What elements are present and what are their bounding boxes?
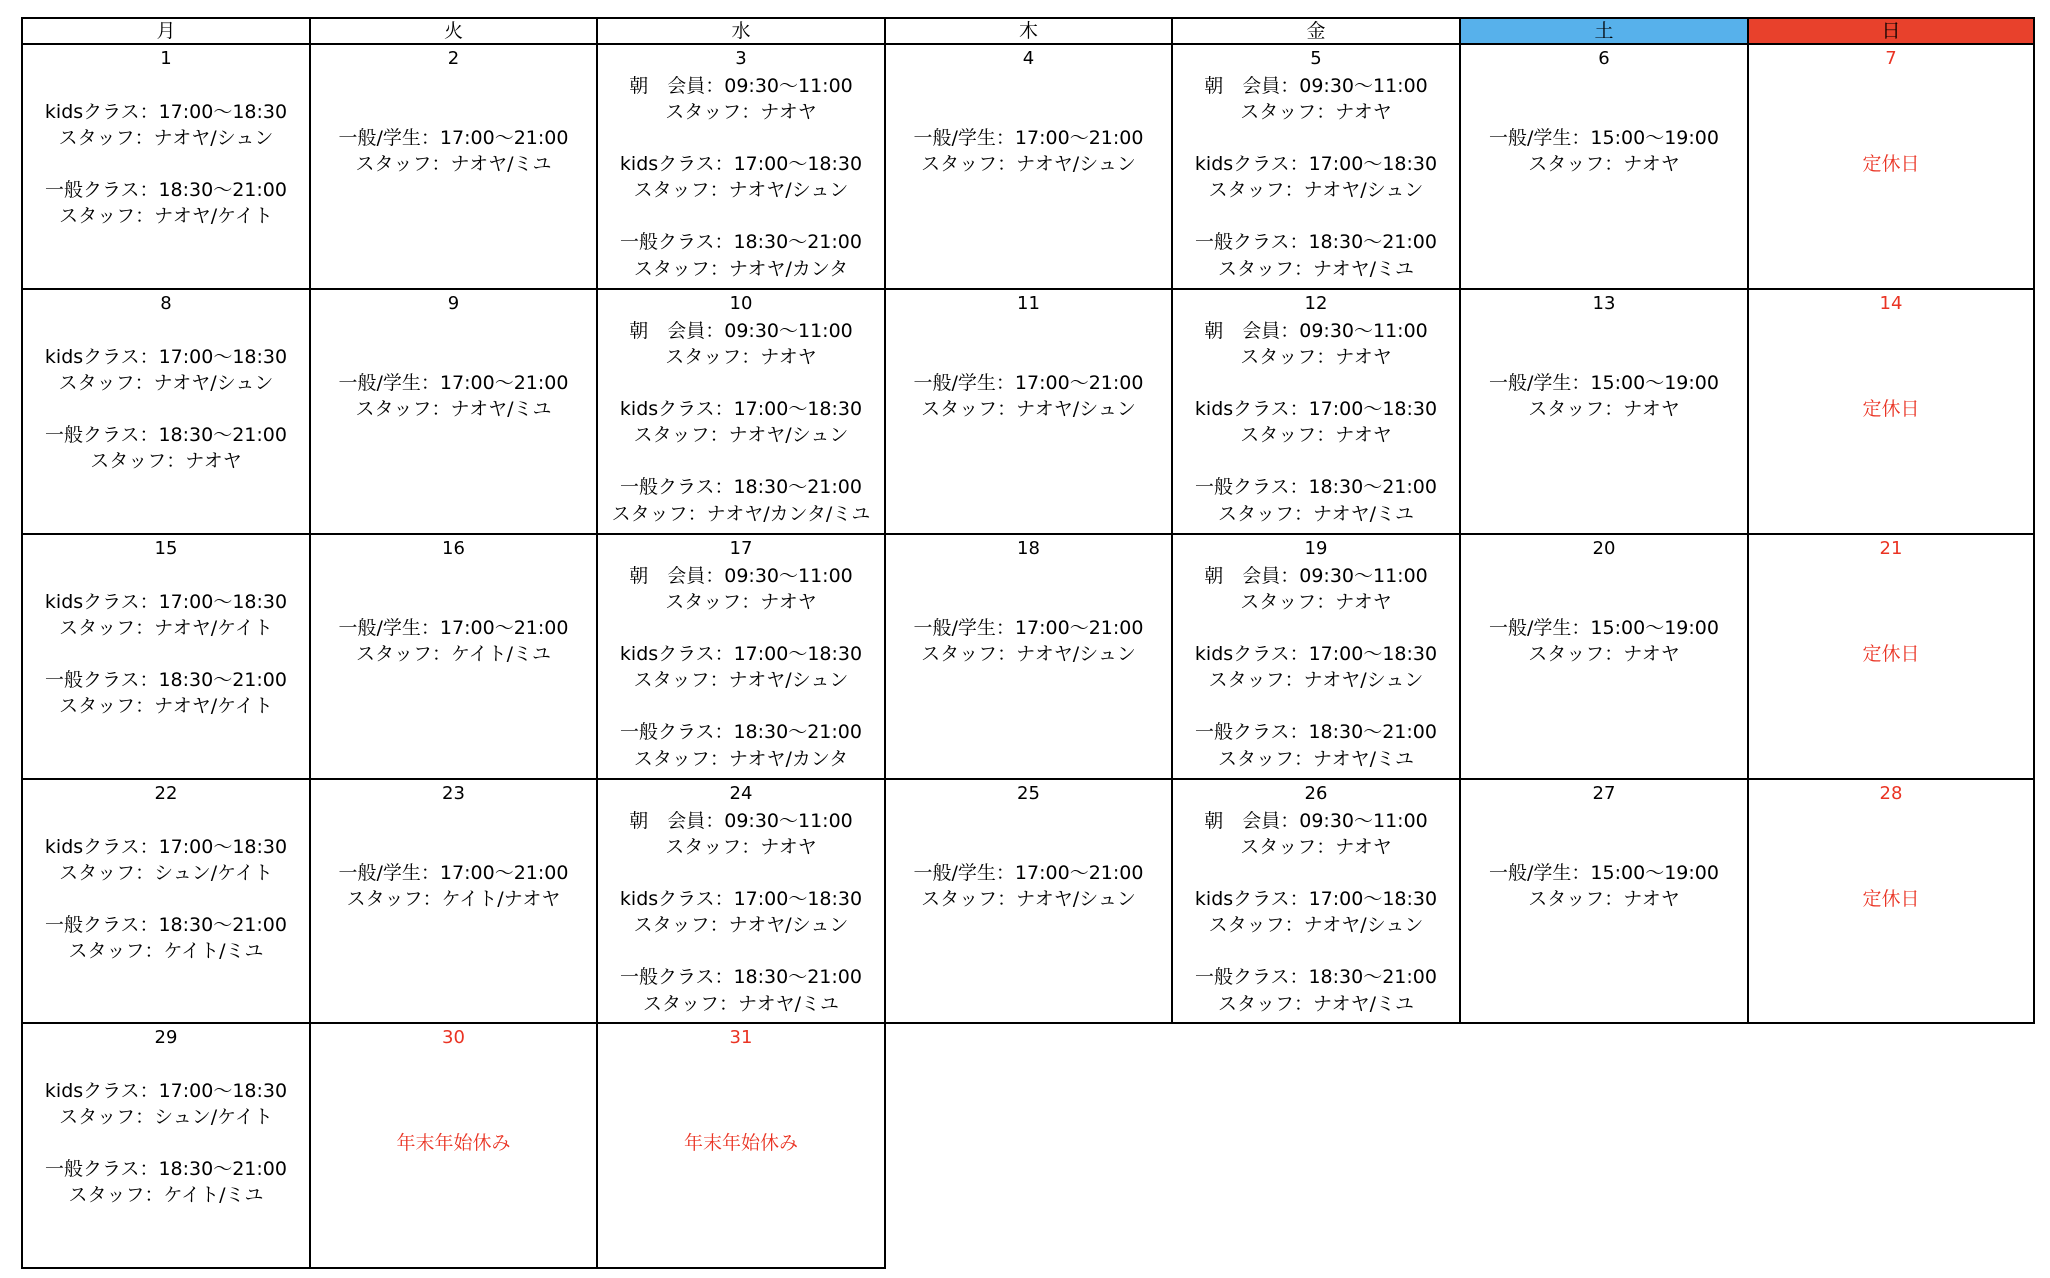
schedule-line: 一般/学生：17:00～21:00 (338, 617, 569, 639)
day-number: 31 (729, 1027, 753, 1048)
schedule-line: kidsクラス：17:00～18:30 (44, 101, 288, 123)
day-cell (1171, 43, 1461, 290)
schedule-line: スタッフ：ナオヤ/ケイト (59, 205, 273, 227)
schedule-line: 一般クラス：18:30～21:00 (1195, 231, 1437, 253)
closed-note: 年末年始休み (683, 1132, 798, 1154)
schedule-line: 一般/学生：17:00～21:00 (913, 372, 1144, 394)
schedule-line: 一般クラス：18:30～21:00 (620, 966, 862, 988)
day-number: 22 (154, 783, 178, 804)
schedule-line: スタッフ：ナオヤ (1240, 346, 1392, 368)
schedule-line: 一般/学生：15:00～19:00 (1489, 862, 1719, 884)
schedule-line: 一般/学生：17:00～21:00 (913, 862, 1144, 884)
schedule-line: 一般/学生：17:00～21:00 (913, 617, 1144, 639)
weekday-header: 土 (1459, 17, 1749, 46)
schedule-line: スタッフ：ナオヤ (1528, 888, 1680, 910)
schedule-line: スタッフ：ナオヤ (665, 101, 817, 123)
schedule-line: 一般/学生：15:00～19:00 (1489, 617, 1719, 639)
day-number: 2 (447, 48, 460, 69)
schedule-line: スタッフ：ナオヤ (665, 591, 817, 613)
schedule-line: スタッフ：ナオヤ (665, 836, 817, 858)
schedule-line: スタッフ：ナオヤ (1240, 424, 1392, 446)
day-number: 16 (442, 538, 465, 559)
schedule-line: kidsクラス：17:00～18:30 (44, 346, 288, 368)
schedule-line: スタッフ：ナオヤ (90, 450, 242, 472)
day-number: 17 (729, 538, 753, 559)
schedule-line: kidsクラス：17:00～18:30 (44, 1080, 288, 1102)
schedule-line: kidsクラス：17:00～18:30 (1194, 153, 1438, 175)
day-cell (21, 533, 311, 780)
schedule-line: スタッフ：ナオヤ/シュン (633, 669, 849, 691)
schedule-line: スタッフ：ケイト/ミユ (355, 643, 552, 665)
closed-note: 年末年始休み (396, 1132, 511, 1154)
schedule-line: kidsクラス：17:00～18:30 (44, 591, 288, 613)
schedule-line: 一般クラス：18:30～21:00 (620, 721, 862, 743)
schedule-line: スタッフ：ナオヤ (665, 346, 817, 368)
schedule-line: kidsクラス：17:00～18:30 (44, 836, 288, 858)
schedule-line: スタッフ：ナオヤ (1240, 836, 1392, 858)
schedule-line: スタッフ：ナオヤ (1240, 591, 1392, 613)
schedule-line: 一般クラス：18:30～21:00 (620, 231, 862, 253)
schedule-line: kidsクラス：17:00～18:30 (619, 643, 863, 665)
schedule-line: スタッフ：ナオヤ/ミユ (1217, 258, 1415, 280)
weekday-header: 月 (21, 17, 311, 46)
day-cell (21, 288, 311, 535)
day-cell (309, 1022, 598, 1269)
weekday-header: 日 (1747, 17, 2035, 46)
day-number: 10 (729, 293, 753, 314)
schedule-line: 朝 会員：09:30～11:00 (629, 565, 853, 587)
day-number: 12 (1304, 293, 1328, 314)
closed-note: 定休日 (1862, 153, 1920, 175)
schedule-line: kidsクラス：17:00～18:30 (1194, 643, 1438, 665)
schedule-line: kidsクラス：17:00～18:30 (1194, 888, 1438, 910)
day-number: 29 (154, 1027, 178, 1048)
day-number: 14 (1879, 293, 1903, 314)
schedule-line: スタッフ：ナオヤ/シュン (633, 914, 849, 936)
day-cell (596, 1022, 886, 1269)
day-number: 19 (1304, 538, 1328, 559)
day-cell (1747, 778, 2035, 1024)
schedule-line: スタッフ：ナオヤ/シュン (921, 153, 1136, 175)
schedule-line: スタッフ：ナオヤ/シュン (921, 643, 1136, 665)
day-cell (1459, 288, 1749, 535)
schedule-line: スタッフ：ナオヤ (1528, 398, 1680, 420)
schedule-line: kidsクラス：17:00～18:30 (619, 888, 863, 910)
day-cell (1747, 43, 2035, 290)
schedule-line: kidsクラス：17:00～18:30 (619, 153, 863, 175)
day-cell (596, 778, 886, 1024)
day-number: 23 (442, 783, 465, 804)
schedule-line: 朝 会員：09:30～11:00 (1204, 320, 1428, 342)
schedule-line: スタッフ：ナオヤ/シュン (633, 179, 849, 201)
schedule-line: 一般/学生：17:00～21:00 (338, 862, 569, 884)
weekday-header: 水 (596, 17, 886, 46)
day-cell (884, 288, 1173, 535)
schedule-line: スタッフ：シュン/ケイト (59, 1106, 273, 1128)
schedule-line: 朝 会員：09:30～11:00 (629, 320, 853, 342)
day-cell (884, 778, 1173, 1024)
schedule-line: 一般クラス：18:30～21:00 (45, 179, 287, 201)
day-number: 21 (1879, 538, 1903, 559)
day-cell (1171, 778, 1461, 1024)
schedule-line: スタッフ：ナオヤ/シュン (1208, 669, 1424, 691)
schedule-line: 一般クラス：18:30～21:00 (1195, 966, 1437, 988)
day-cell (596, 533, 886, 780)
day-number: 11 (1017, 293, 1040, 314)
schedule-line: 一般クラス：18:30～21:00 (45, 914, 287, 936)
schedule-line: 朝 会員：09:30～11:00 (629, 75, 853, 97)
schedule-line: 一般クラス：18:30～21:00 (45, 424, 287, 446)
schedule-line: スタッフ：ナオヤ/シュン (58, 372, 274, 394)
day-cell (21, 778, 311, 1024)
day-cell (596, 288, 886, 535)
day-cell (309, 288, 598, 535)
day-number: 7 (1885, 48, 1897, 69)
day-cell (1747, 533, 2035, 780)
schedule-line: スタッフ：ナオヤ/シュン (633, 424, 849, 446)
schedule-line: 一般/学生：17:00～21:00 (338, 372, 569, 394)
schedule-line: 朝 会員：09:30～11:00 (1204, 810, 1428, 832)
schedule-line: 一般クラス：18:30～21:00 (45, 1158, 287, 1180)
schedule-line: 朝 会員：09:30～11:00 (1204, 75, 1428, 97)
schedule-line: 一般クラス：18:30～21:00 (1195, 721, 1437, 743)
day-number: 5 (1310, 48, 1322, 69)
schedule-line: スタッフ：ナオヤ (1528, 153, 1680, 175)
day-cell (1459, 778, 1749, 1024)
day-number: 30 (442, 1027, 465, 1048)
day-number: 8 (160, 293, 172, 314)
schedule-line: 一般/学生：17:00～21:00 (338, 127, 569, 149)
day-number: 18 (1017, 538, 1040, 559)
day-number: 3 (735, 48, 747, 69)
schedule-line: 一般/学生：15:00～19:00 (1489, 127, 1719, 149)
schedule-line: スタッフ：ナオヤ/シュン (921, 888, 1136, 910)
day-number: 6 (1598, 48, 1610, 69)
schedule-line: スタッフ：ナオヤ/ケイト (59, 617, 273, 639)
day-number: 28 (1879, 783, 1903, 804)
schedule-line: スタッフ：シュン/ケイト (59, 862, 273, 884)
day-number: 26 (1304, 783, 1328, 804)
schedule-line: スタッフ：ケイト/ナオヤ (346, 888, 561, 910)
schedule-line: 一般クラス：18:30～21:00 (1195, 476, 1437, 498)
day-number: 9 (447, 293, 460, 314)
day-number: 20 (1592, 538, 1616, 559)
closed-note: 定休日 (1862, 888, 1920, 910)
day-number: 4 (1022, 48, 1035, 69)
day-cell (309, 778, 598, 1024)
schedule-line: スタッフ：ナオヤ/ミユ (355, 398, 552, 420)
schedule-line: スタッフ：ナオヤ/ミユ (1217, 993, 1415, 1015)
day-cell (884, 533, 1173, 780)
schedule-line: スタッフ：ナオヤ/シュン (921, 398, 1136, 420)
schedule-line: スタッフ：ナオヤ/カンタ/ミユ (611, 503, 871, 525)
schedule-line: スタッフ：ナオヤ/シュン (1208, 179, 1424, 201)
day-number: 24 (729, 783, 753, 804)
day-cell (884, 43, 1173, 290)
schedule-line: スタッフ：ナオヤ/ミユ (1217, 748, 1415, 770)
day-number: 13 (1592, 293, 1616, 314)
day-cell (1747, 288, 2035, 535)
schedule-line: スタッフ：ナオヤ/シュン (58, 127, 274, 149)
closed-note: 定休日 (1862, 398, 1920, 420)
weekday-header: 火 (309, 17, 598, 46)
schedule-line: 朝 会員：09:30～11:00 (629, 810, 853, 832)
schedule-line: スタッフ：ナオヤ (1240, 101, 1392, 123)
schedule-line: スタッフ：ナオヤ/カンタ (633, 748, 849, 770)
day-cell (309, 43, 598, 290)
schedule-line: スタッフ：ケイト/ミユ (68, 940, 264, 962)
schedule-line: スタッフ：ナオヤ/ミユ (1217, 503, 1415, 525)
day-cell (309, 533, 598, 780)
day-cell (21, 43, 311, 290)
day-cell (21, 1022, 311, 1269)
schedule-line: 一般クラス：18:30～21:00 (620, 476, 862, 498)
schedule-line: スタッフ：ナオヤ/シュン (1208, 914, 1424, 936)
day-number: 1 (160, 48, 172, 69)
weekday-header: 金 (1171, 17, 1461, 46)
schedule-line: スタッフ：ナオヤ/ミユ (355, 153, 552, 175)
schedule-line: スタッフ：ナオヤ/カンタ (633, 258, 849, 280)
closed-note: 定休日 (1862, 643, 1920, 665)
day-cell (1459, 43, 1749, 290)
schedule-line: kidsクラス：17:00～18:30 (619, 398, 863, 420)
day-cell (1459, 533, 1749, 780)
schedule-line: kidsクラス：17:00～18:30 (1194, 398, 1438, 420)
schedule-line: 一般/学生：17:00～21:00 (913, 127, 1144, 149)
day-number: 25 (1017, 783, 1040, 804)
day-cell (1171, 288, 1461, 535)
schedule-line: 一般クラス：18:30～21:00 (45, 669, 287, 691)
schedule-line: スタッフ：ナオヤ/ミユ (642, 993, 840, 1015)
schedule-line: 朝 会員：09:30～11:00 (1204, 565, 1428, 587)
day-number: 27 (1592, 783, 1616, 804)
schedule-line: 一般/学生：15:00～19:00 (1489, 372, 1719, 394)
day-number: 15 (154, 538, 178, 559)
weekday-header: 木 (884, 17, 1173, 46)
schedule-line: スタッフ：ナオヤ/ケイト (59, 695, 273, 717)
schedule-line: スタッフ：ケイト/ミユ (68, 1184, 264, 1206)
day-cell (596, 43, 886, 290)
day-cell (1171, 533, 1461, 780)
schedule-line: スタッフ：ナオヤ (1528, 643, 1680, 665)
